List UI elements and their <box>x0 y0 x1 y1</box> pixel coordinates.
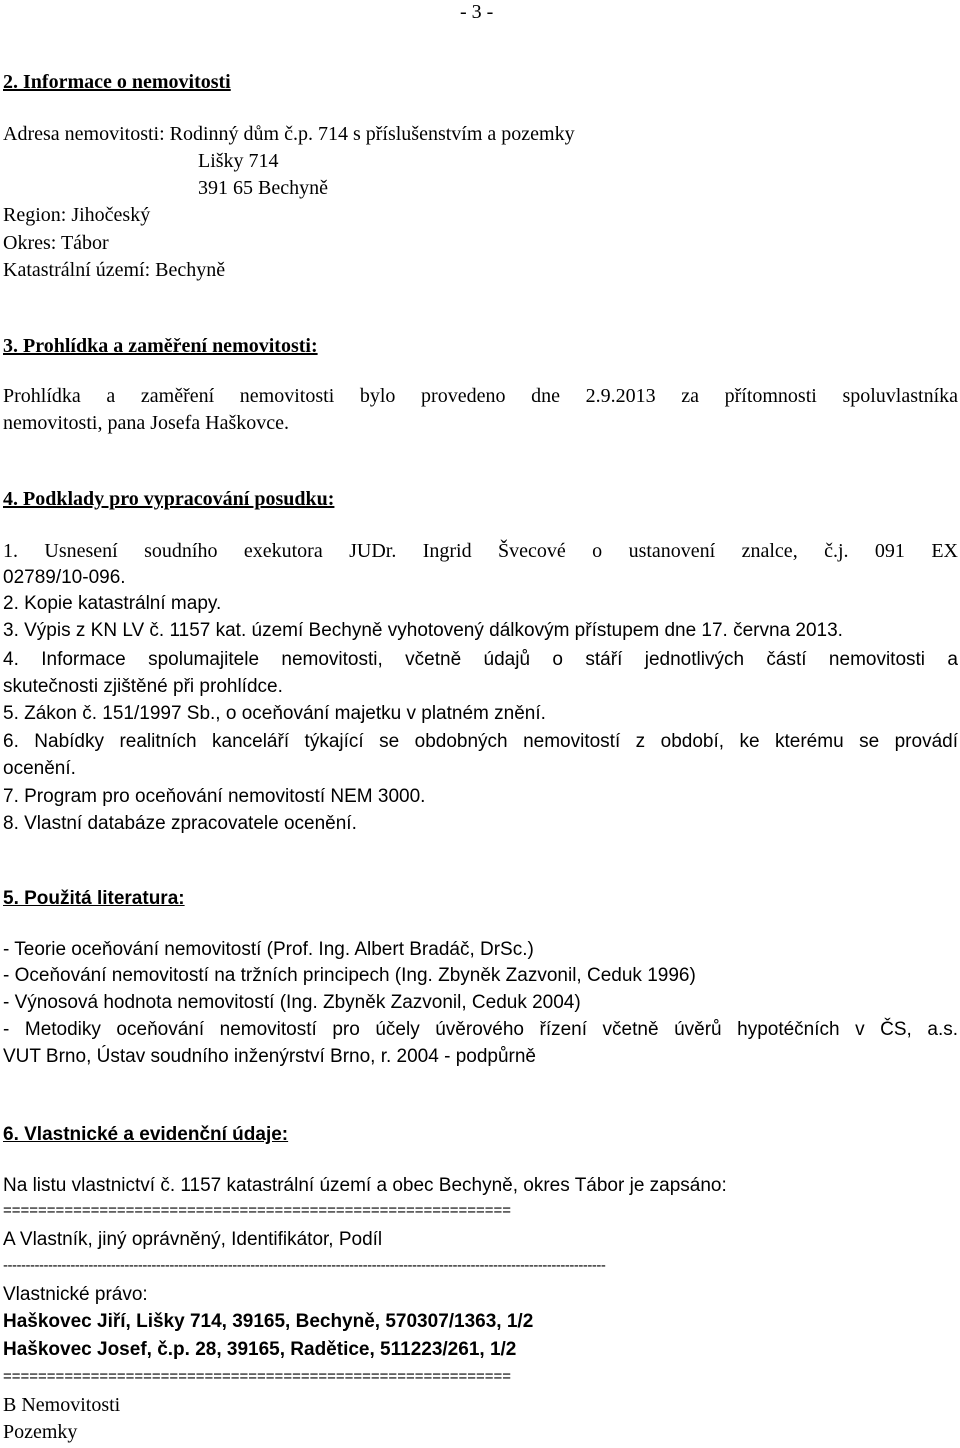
region-line: Region: Jihočeský <box>3 204 151 226</box>
address-line-1: Adresa nemovitosti: Rodinný dům č.p. 714 s příslušenstvím a pozemky <box>3 123 575 145</box>
equals-separator-2: ========================================================== <box>3 1368 512 1385</box>
section-6-heading: 6. Vlastnické a evidenční údaje: <box>3 1124 289 1145</box>
source-item-4-line-1: 4. Informace spolumajitele nemovitosti, včetně údajů o stáří jednotlivých částí nemovitosti a <box>3 649 958 670</box>
source-item-6-line-2: ocenění. <box>3 758 76 779</box>
source-item-7: 7. Program pro oceňování nemovitostí NEM 3000. <box>3 786 426 807</box>
source-item-5: 5. Zákon č. 151/1997 Sb., o oceňování majetku v platném znění. <box>3 703 546 724</box>
section-2-heading: 2. Informace o nemovitosti <box>3 71 231 93</box>
address-line-3: 391 65 Bechyně <box>198 177 328 199</box>
pozemky-label: Pozemky <box>3 1421 78 1443</box>
ownership-right-label: Vlastnické právo: <box>3 1284 148 1305</box>
properties-header-b: B Nemovitosti <box>3 1394 121 1416</box>
katastr-line: Katastrální území: Bechyně <box>3 259 226 281</box>
equals-separator: ========================================================== <box>3 1202 512 1219</box>
source-item-3: 3. Výpis z KN LV č. 1157 kat. území Bechyně vyhotovený dálkovým přístupem dne 17. června 2013. <box>3 620 843 641</box>
page-number: - 3 - <box>460 1 494 23</box>
literature-item-4-line-2: VUT Brno, Ústav soudního inženýrství Brno, r. 2004 - podpůrně <box>3 1046 536 1067</box>
source-item-4-line-2: skutečnosti zjištěné při prohlídce. <box>3 676 283 697</box>
section-4-heading: 4. Podklady pro vypracování posudku: <box>3 488 335 510</box>
literature-item-4-line-1: - Metodiky oceňování nemovitostí pro účely úvěrového řízení včetně úvěrů hypotéčních v ČS, a.s. <box>3 1019 958 1040</box>
inspection-paragraph-line-2: nemovitosti, pana Josefa Haškovce. <box>3 412 290 434</box>
section-5-heading: 5. Použitá literatura: <box>3 888 185 909</box>
ownership-intro: Na listu vlastnictví č. 1157 katastrální území a obec Bechyně, okres Tábor je zapsáno: <box>3 1175 727 1196</box>
address-line-2: Lišky 714 <box>198 150 279 172</box>
literature-item-2: - Oceňování nemovitostí na tržních principech (Ing. Zbyněk Zazvonil, Ceduk 1996) <box>3 965 696 986</box>
section-3-heading: 3. Prohlídka a zaměření nemovitosti: <box>3 335 318 357</box>
source-item-6-line-1: 6. Nabídky realitních kanceláří týkající se obdobných nemovitostí z období, ke kterému se provádí <box>3 731 958 752</box>
dash-separator: -------------------------------------------------------------------------------------------------------------------------------------- <box>3 1257 606 1274</box>
source-item-2: 2. Kopie katastrální mapy. <box>3 593 222 614</box>
owners-header-a: A Vlastník, jiný oprávněný, Identifikátor, Podíl <box>3 1229 383 1250</box>
source-item-8: 8. Vlastní databáze zpracovatele ocenění. <box>3 813 357 834</box>
literature-item-3: - Výnosová hodnota nemovitostí (Ing. Zbyněk Zazvonil, Ceduk 2004) <box>3 992 581 1013</box>
owner-1: Haškovec Jiří, Lišky 714, 39165, Bechyně, 570307/1363, 1/2 <box>3 1311 534 1332</box>
source-item-1-line-2: 02789/10-096. <box>3 567 126 588</box>
literature-item-1: - Teorie oceňování nemovitostí (Prof. Ing. Albert Bradáč, DrSc.) <box>3 939 534 960</box>
okres-line: Okres: Tábor <box>3 232 109 254</box>
inspection-paragraph-line-1: Prohlídka a zaměření nemovitosti bylo provedeno dne 2.9.2013 za přítomnosti spoluvlastníka <box>3 385 958 407</box>
source-item-1-line-1: 1. Usnesení soudního exekutora JUDr. Ingrid Švecové o ustanovení znalce, č.j. 091 EX <box>3 540 958 562</box>
owner-2: Haškovec Josef, č.p. 28, 39165, Radětice, 511223/261, 1/2 <box>3 1339 517 1360</box>
